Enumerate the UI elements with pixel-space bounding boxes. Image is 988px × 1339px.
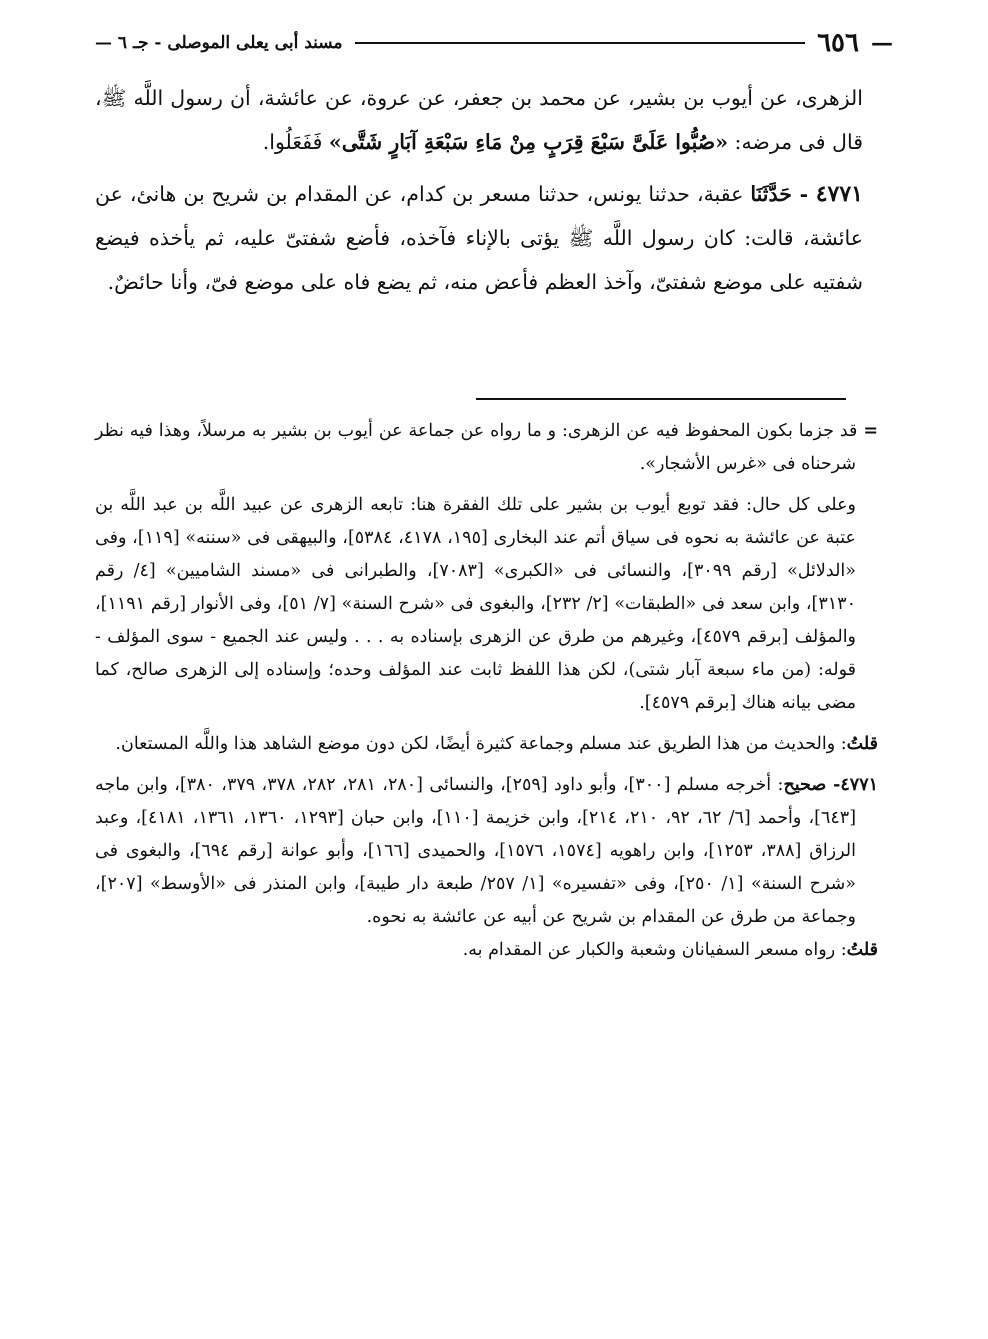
narration-verb: - حَدَّثَنَا <box>750 182 816 206</box>
footnote-3-text: : والحديث من هذا الطريق عند مسلم وجماعة كثيرة أيضًا، لكن دون موضع الشاهد هذا واللَّه المستعان. <box>115 734 847 754</box>
footnote-4 <box>95 769 878 934</box>
prophetic-quote: «صُبُّوا عَلَىَّ سَبْعَ قِرَبٍ مِنْ مَاءِ سَبْعَةِ آبَارٍ شَتَّى» <box>328 130 729 154</box>
footnote-separator <box>476 398 846 400</box>
main-paragraph-1 <box>95 76 863 164</box>
continuation-mark: = <box>863 421 878 441</box>
hadith-text: عقبة، حدثنا يونس، حدثنا مسعر بن كدام، عن المقدام بن شريح بن هانئ، عن عائشة، قالت: كان رسول اللَّه ﷺ يؤتى بالإناء فآخذه، فأضع شفتىّ عليه، ثم يأخذه فيضع شفتيه على موضع شفتىّ، وآخذ العظم فأعض منه، ثم يضع فاه على موضع فىّ، وأنا حائضٌ. <box>95 182 863 294</box>
page-number: ٦٥٦ <box>817 28 859 58</box>
footnote-3 <box>95 728 878 761</box>
main-text <box>95 76 863 304</box>
footnote-5 <box>95 934 878 967</box>
hadith-number: ٤٧٧١ <box>815 181 863 207</box>
footnotes <box>95 415 878 967</box>
footnote-1 <box>95 415 878 481</box>
qult-label: قلتُ <box>846 734 878 754</box>
footnote-5-text: : رواه مسعر السفيانان وشعبة والكبار عن المقدام به. <box>462 940 847 960</box>
p1-text: الزهرى، عن أيوب بن بشير، عن محمد بن جعفر، عن عروة، عن عائشة، أن رسول اللَّه ﷺ، قال فى مرضه: <box>95 86 863 154</box>
hadith-paragraph <box>95 172 863 304</box>
header-rule <box>355 42 806 44</box>
footnote-4-text: : أخرجه مسلم [٣٠٠]، وأبو داود [٢٥٩]، والنسائى [٢٨٠، ٢٨١، ٢٨٢، ٣٧٨، ٣٧٩، ٣٨٠]، وابن ماجه [٦٤٣]، وأحمد [٦/ ٦٢، ٩٢، ٢١٠، ٢١٤]، وابن خزيمة [١١٠]، وابن حبان [١٢٩٣، ١٣٦٠، ١٣٦١، ٤١٨١]، وعبد الرزاق [٣٨٨، ١٢٥٣]، وابن راهويه [١٥٧٤، ١٥٧٦]، والحميدى [١٦٦]، وأبو عوانة [رقم ٦٩٤]، والبغوى فى «شرح السنة» [١/ ٢٥٠]، وفى «تفسيره» [١/ ٢٥٧/ طبعة دار طيبة]، وابن المنذر فى «الأوسط» [٢٠٧]، وجماعة من طرق عن المقدام بن شريح عن أبيه عن عائشة به نحوه. <box>95 775 857 927</box>
footnote-1-text: قد جزما بكون المحفوظ فيه عن الزهرى: و ما رواه عن جماعة عن أيوب بن بشير به مرسلاً، وهذا فيه نظر شرحناه فى «غرس الأشجار». <box>95 421 864 474</box>
header-title: مسند أبى يعلى الموصلى - جـ ٦ — <box>95 33 343 53</box>
grade-label: صحيح <box>783 775 834 795</box>
running-header <box>95 26 893 60</box>
footnote-2 <box>95 489 878 720</box>
qult-label-2: قلتُ <box>846 940 878 960</box>
header-dash: — <box>871 30 893 56</box>
takhrij-number: ٤٧٧١- <box>833 775 878 795</box>
footnote-2-text: وعلى كل حال: فقد توبع أيوب بن بشير على تلك الفقرة هنا: تابعه الزهرى عن عبيد اللَّه بن عبد اللَّه بن عتبة عن عائشة به نحوه فى سياق أتم عند البخارى [١٩٥، ٤١٧٨، ٥٣٨٤]، والبيهقى فى «سننه» [١١٩]، وفى «الدلائل» [رقم ٣٠٩٩]، والنسائى فى «الكبرى» [٧٠٨٣]، والطبرانى فى «مسند الشاميين» [٤/ رقم ٣١٣٠]، وابن سعد فى «الطبقات» [٢/ ٢٣٢]، والبغوى فى «شرح السنة» [٧/ ٥١]، وفى الأنوار [رقم ١١٩١]، والمؤلف [برقم ٤٥٧٩]، وغيرهم من طرق عن الزهرى بإسناده به . . . وليس عند الجميع - سوى المؤلف - قوله: (من ماء سبعة آبار شتى)، لكن هذا اللفظ ثابت عند المؤلف وحده؛ وإسناده إلى الزهرى صالح، كما مضى بيانه هناك [برقم ٤٥٧٩]. <box>95 495 857 713</box>
p1-end: فَفَعَلُوا. <box>262 130 329 154</box>
